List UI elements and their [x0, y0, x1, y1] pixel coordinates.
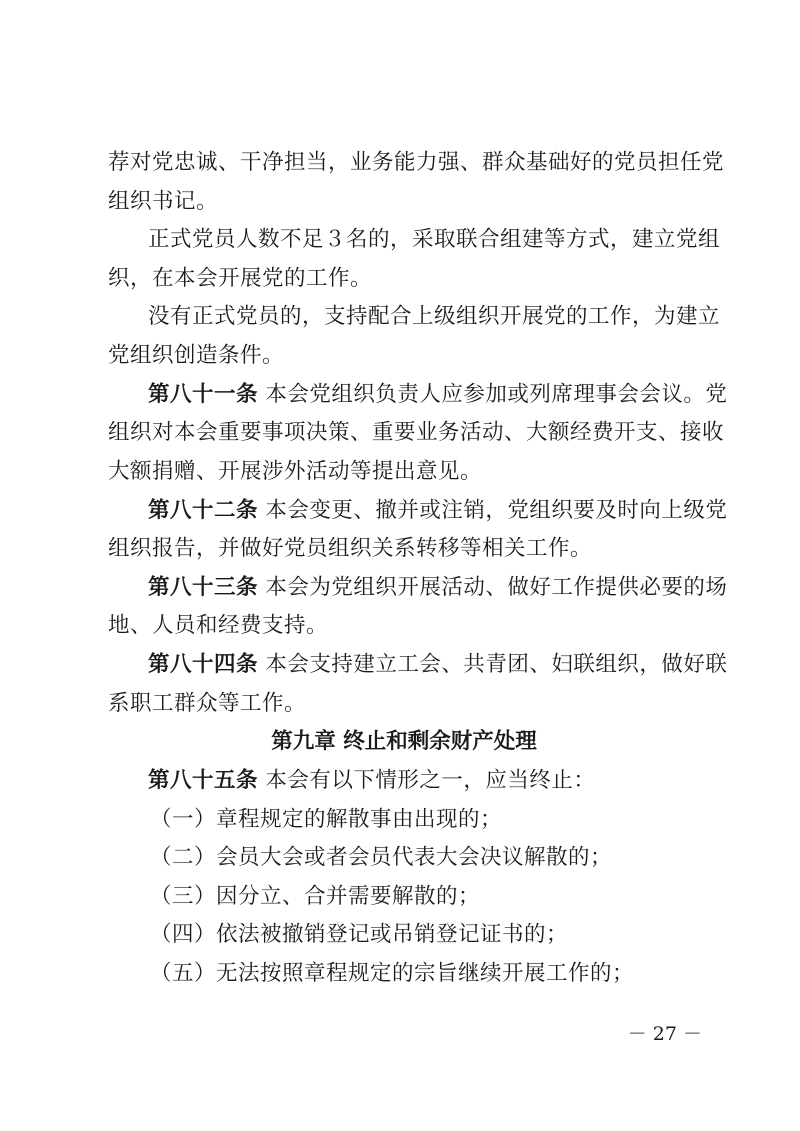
paragraph-line: 荐对党忠诚、干净担当，业务能力强、群众基础好的党员担任党 — [108, 150, 725, 175]
paragraph-line: 大额捐赠、开展涉外活动等提出意见。 — [108, 459, 483, 484]
article-82-first-line — [108, 496, 728, 526]
paragraph-line: 织，在本会开展党的工作。 — [108, 266, 373, 291]
article-number: 第八十一条 — [148, 382, 259, 407]
article-number: 第八十二条 — [148, 498, 259, 523]
article-text: 本会有以下情形之一，应当终止： — [258, 768, 596, 793]
article-number: 第八十四条 — [148, 652, 259, 677]
paragraph-line: 没有正式党员的，支持配合上级组织开展党的工作，为建立 — [148, 304, 721, 329]
paragraph-line: 组织报告，并做好党员组织关系转移等相关工作。 — [108, 536, 593, 561]
paragraph-line: 组织书记。 — [108, 189, 219, 214]
article-number: 第八十五条 — [148, 768, 259, 793]
list-item: （四）依法被撤销登记或吊销登记证书的； — [150, 922, 569, 947]
list-item: （一）章程规定的解散事由出现的； — [150, 807, 503, 832]
paragraph-line: 地、人员和经费支持。 — [108, 613, 329, 638]
article-text: 本会党组织负责人应参加或列席理事会会议。党 — [258, 382, 728, 407]
chapter-title: 第九章 终止和剩余财产处理 — [271, 729, 537, 754]
list-item: （三）因分立、合并需要解散的； — [150, 884, 481, 909]
list-item: （二）会员大会或者会员代表大会决议解散的； — [150, 845, 613, 870]
paragraph-line: 正式党员人数不足３名的，采取联合组建等方式，建立党组 — [148, 227, 721, 252]
article-84-first-line — [108, 650, 728, 680]
article-83-first-line — [108, 573, 728, 603]
list-item: （五）无法按照章程规定的宗旨继续开展工作的； — [150, 961, 635, 986]
article-85-line — [108, 766, 700, 796]
paragraph-line: 系职工群众等工作。 — [108, 691, 307, 716]
article-text: 本会为党组织开展活动、做好工作提供必要的场 — [258, 575, 728, 600]
paragraph-line: 组织对本会重要事项决策、重要业务活动、大额经费开支、接收 — [108, 420, 725, 445]
article-number: 第八十三条 — [148, 575, 259, 600]
article-81-first-line — [108, 380, 728, 410]
paragraph-line: 党组织创造条件。 — [108, 343, 285, 368]
page-number: － 27 － — [627, 1023, 702, 1045]
article-text: 本会变更、撤并或注销，党组织要及时向上级党 — [258, 498, 728, 523]
article-text: 本会支持建立工会、共青团、妇联组织，做好联 — [258, 652, 728, 677]
